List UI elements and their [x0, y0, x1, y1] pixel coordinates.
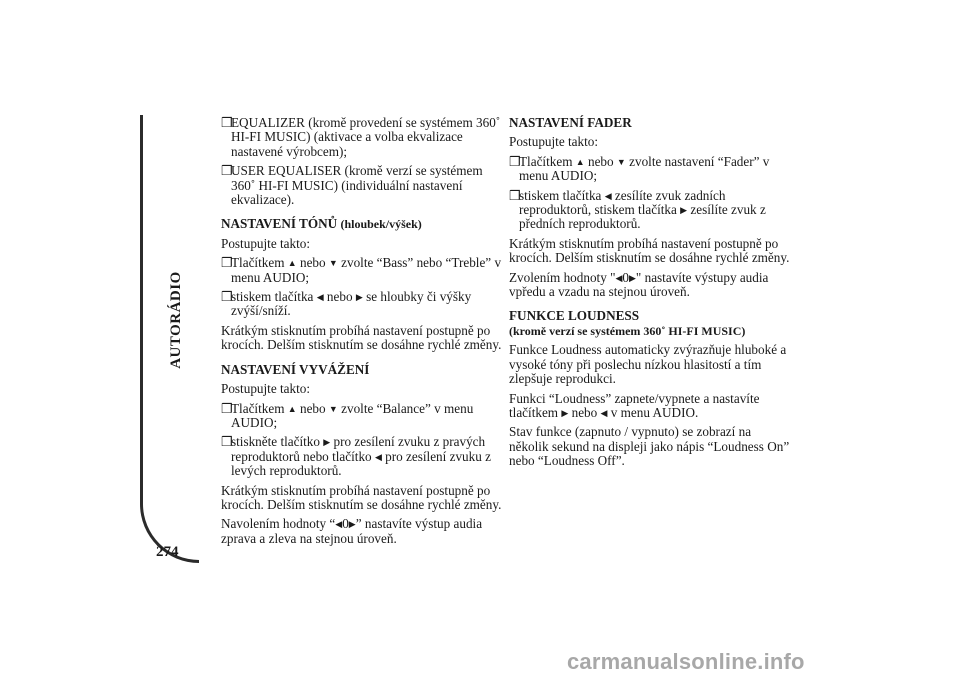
arrow-left-icon: ◀: [600, 407, 608, 418]
bullet-icon: ❒: [509, 153, 521, 169]
tone-intro: Postupujte takto:: [221, 235, 311, 251]
fader-final: Zvolením hodnoty "◀0▶" nastavíte výstupy audia vpředu a vzadu na stejnou úroveň.: [509, 269, 769, 300]
arrow-right-icon: ▶: [323, 437, 331, 448]
bullet-icon: ❒: [221, 115, 233, 130]
tone-heading: NASTAVENÍ TÓNŮ (hloubek/výšek): [221, 216, 422, 232]
loudness-toggle: Funkci “Loudness” zapnete/vypnete a nastavíte tlačítkem ▶ nebo ◀ v menu AUDIO.: [509, 390, 760, 420]
loudness-subheading: (kromě verzí se systémem 360˚ HI-FI MUSIC): [509, 323, 746, 338]
bullet-icon: ❒: [221, 163, 233, 179]
loudness-description: Funkce Loudness automaticky zvýrazňuje hluboké a vysoké tóny při poslechu nízkou hlasitostí a tím zlepšuje reprodukci.: [509, 342, 787, 387]
balance-final: Navolením hodnoty “◀0▶” nastavíte výstup audia zprava a zleva na stejnou úroveň.: [221, 516, 483, 546]
bullet-icon: ❒: [221, 289, 233, 305]
arrow-left-icon: ◀: [316, 292, 324, 303]
bullet-icon: ❒: [221, 400, 233, 416]
right-column: [509, 116, 791, 474]
page-number: 274: [156, 544, 179, 560]
fader-heading: NASTAVENÍ FADER: [509, 115, 632, 130]
arrow-up-icon: ▲: [287, 403, 297, 414]
left-column: [221, 116, 503, 551]
arrow-right-icon: ▶: [561, 407, 569, 418]
arrow-left-icon: ◀: [374, 451, 382, 462]
loudness-status: Stav funkce (zapnuto / vypnuto) se zobrazí na několik sekund na displeji jako nápis “Loudness On” nebo “Loudness Off”.: [509, 424, 790, 469]
list-item: [221, 164, 503, 207]
arrow-right-icon: ▶: [355, 292, 363, 303]
arrow-left-icon: ◀: [335, 519, 343, 530]
list-item: ❒ stiskem tlačítka ◀ zesílíte zvuk zadních reproduktorů, stiskem tlačítka ▶ zesílíte zvuk z předních reproduktorů.: [509, 187, 766, 232]
arrow-left-icon: ◀: [604, 190, 612, 201]
arrow-right-icon: ▶: [680, 205, 688, 216]
arrow-right-icon: ▶: [629, 272, 636, 283]
arrow-up-icon: ▲: [575, 156, 585, 167]
list-item: ❒ stiskněte tlačítko ▶ pro zesílení zvuku z pravých reproduktorů nebo tlačítko ◀ pro zesílení zvuku z levých reproduktorů.: [221, 434, 491, 479]
balance-heading: NASTAVENÍ VYVÁŽENÍ: [221, 361, 370, 377]
tone-note: Krátkým stisknutím probíhá nastavení postupně po krocích. Delším stisknutím se dosáhne rychlé změny.: [221, 322, 502, 353]
bullet-icon: ❒: [221, 434, 233, 450]
list-item: ❒ stiskem tlačítka ◀ nebo ▶ se hloubky či výšky zvýší/sníží.: [221, 289, 472, 319]
arrow-right-icon: ▶: [348, 519, 356, 530]
equalizer-text: EQUALIZER (kromě provedení se systémem 360˚ HI-FI MUSIC) (aktivace a volba ekvalizace nastavené výrobcem);: [231, 115, 501, 159]
arrow-down-icon: ▼: [616, 156, 626, 167]
fader-intro: Postupujte takto:: [509, 134, 599, 150]
list-item: ❒ Tlačítkem ▲ nebo ▼ zvolte “Balance” v menu AUDIO;: [221, 400, 474, 430]
balance-intro: Postupujte takto:: [221, 381, 311, 397]
arrow-up-icon: ▲: [287, 258, 297, 269]
loudness-heading: FUNKCE LOUDNESS (kromě verzí se systémem 360˚ HI-FI MUSIC): [509, 309, 791, 338]
list-item: [221, 116, 503, 159]
arrow-down-icon: ▼: [328, 403, 338, 414]
watermark: carmanualsonline.info: [567, 649, 805, 674]
balance-note: Krátkým stisknutím probíhá nastavení postupně po krocích. Delším stisknutím se dosáhne rychlé změny.: [221, 482, 502, 512]
chapter-title: AUTORÁDIO: [168, 271, 184, 369]
user-equaliser-text: USER EQUALISER (kromě verzí se systémem 360˚ HI-FI MUSIC) (individuální nastavení ekvalizace).: [231, 163, 483, 208]
bullet-icon: ❒: [221, 255, 233, 271]
list-item: ❒ Tlačítkem ▲ nebo ▼ zvolte nastavení “Fader” v menu AUDIO;: [509, 153, 770, 184]
arrow-left-icon: ◀: [615, 272, 623, 283]
arrow-down-icon: ▼: [328, 258, 338, 269]
fader-note: Krátkým stisknutím probíhá nastavení postupně po krocích. Delším stisknutím se dosáhne rychlé změny.: [509, 235, 790, 266]
bullet-icon: ❒: [509, 187, 521, 203]
list-item: ❒ Tlačítkem ▲ nebo ▼ zvolte “Bass” nebo “Treble” v menu AUDIO;: [221, 255, 502, 285]
